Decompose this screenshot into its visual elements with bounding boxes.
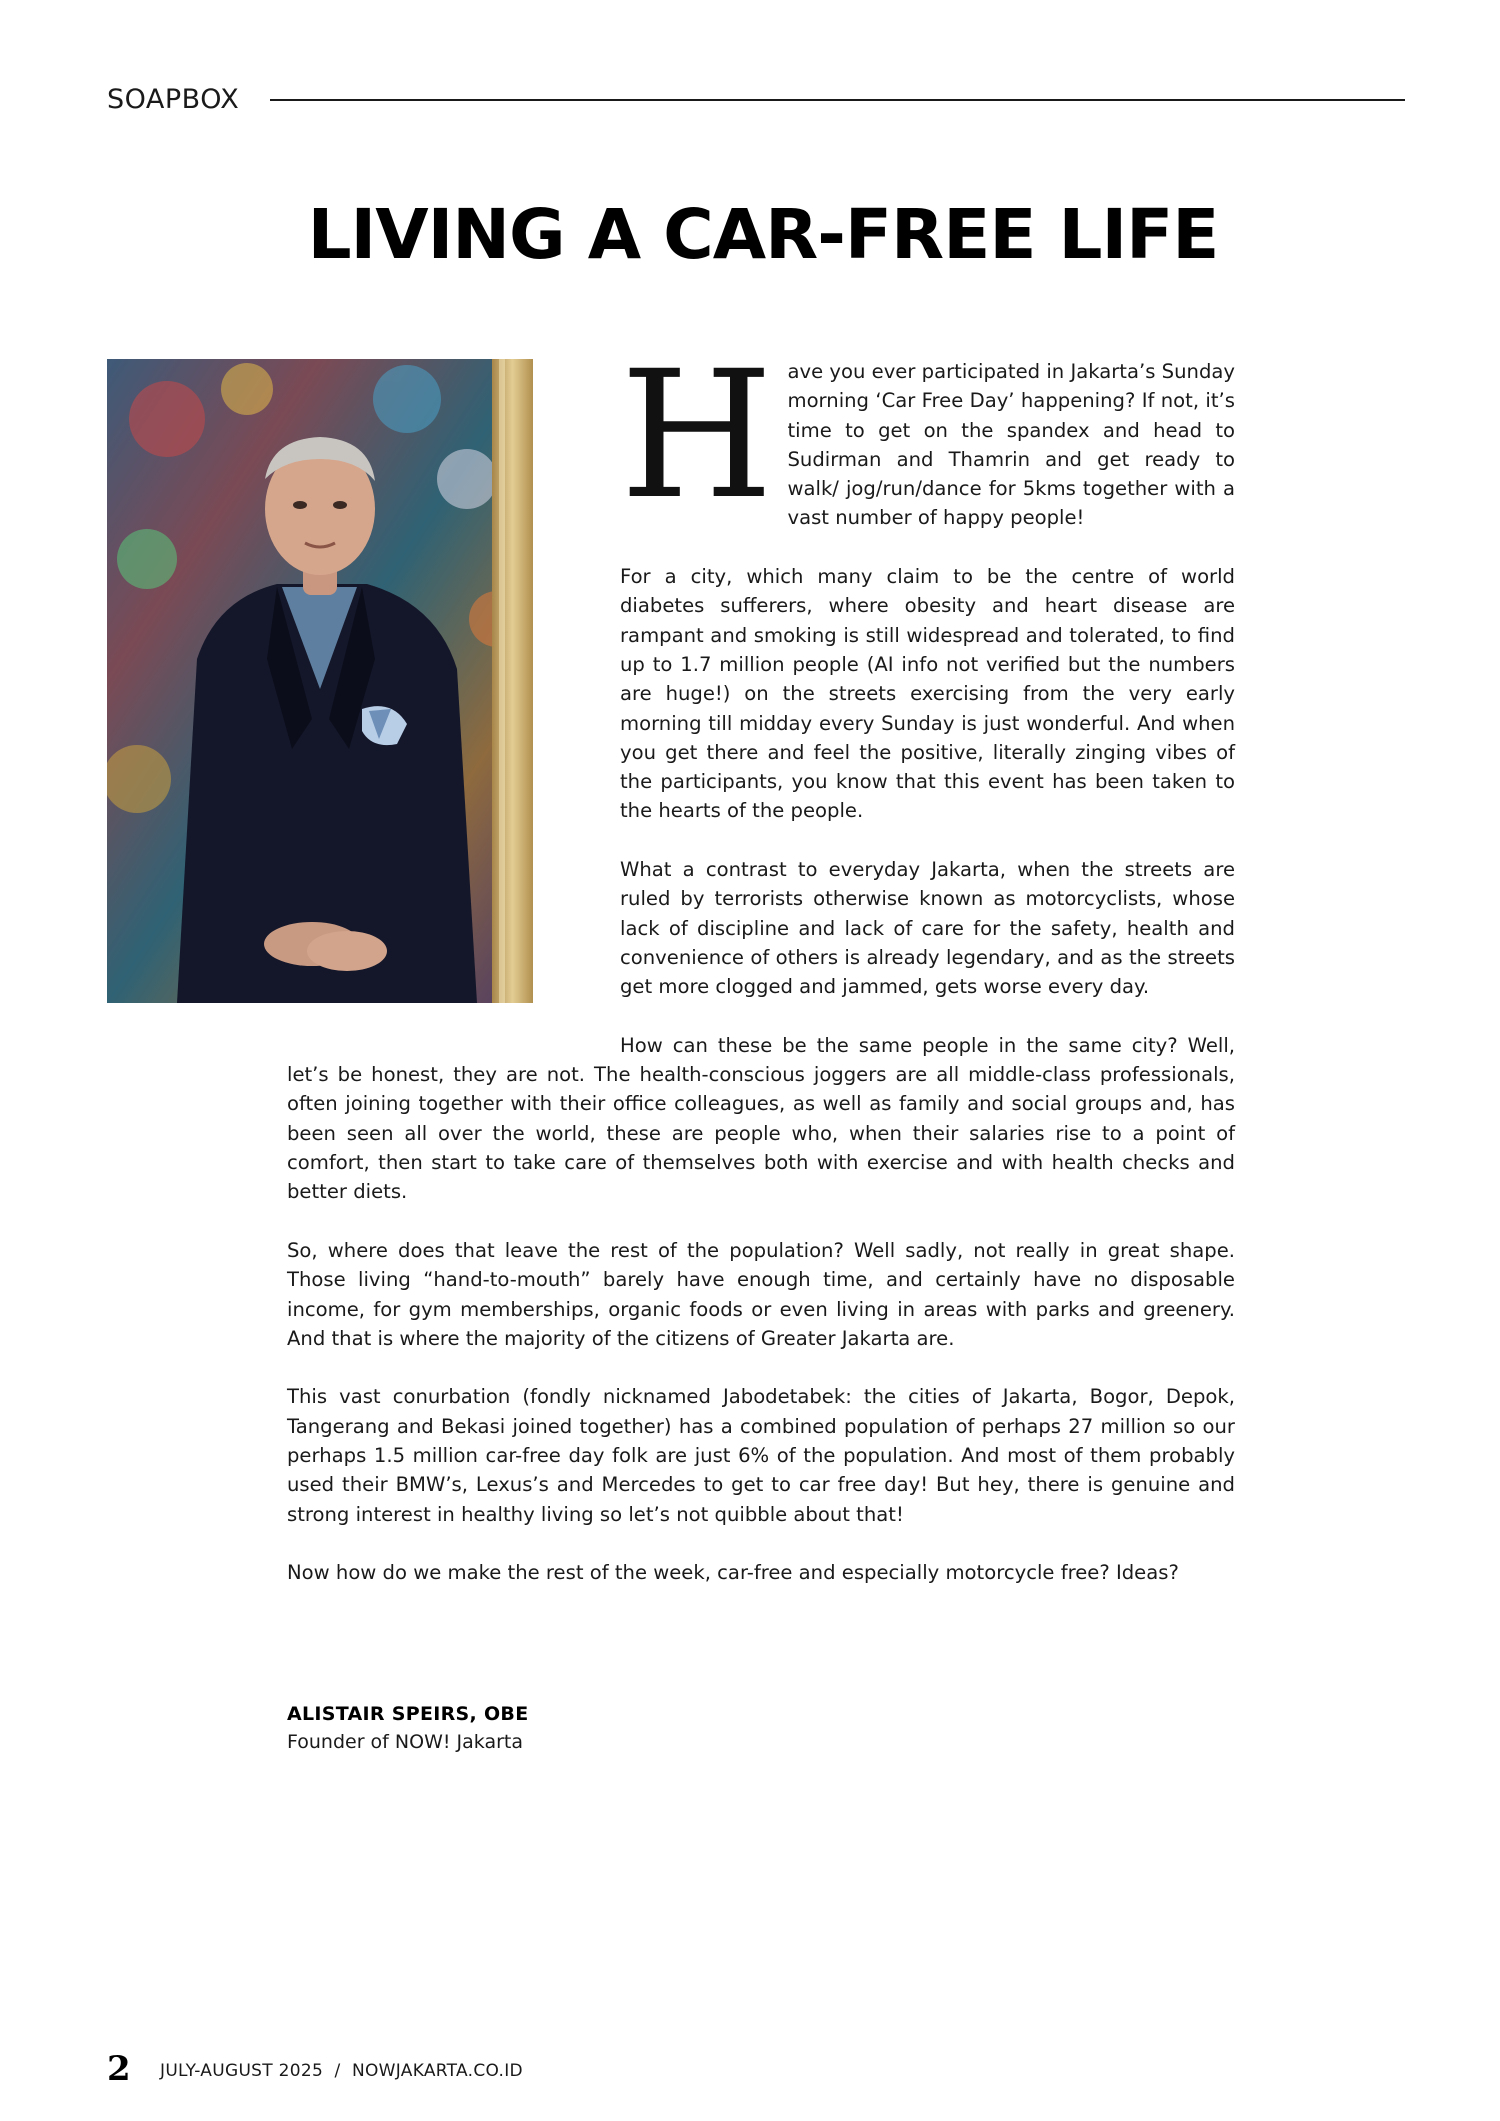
drop-cap: H [620, 333, 774, 538]
author-name: ALISTAIR SPEIRS, OBE [287, 1703, 529, 1725]
author-role: Founder of NOW! Jakarta [287, 1731, 523, 1753]
article-body [287, 333, 1235, 1617]
paragraph-1-text: ave you ever participated in Jakarta’s Sunday morning ‘Car Free Day’ happening? If not, it’s time to get on the spandex and head to Sudirman and Thamrin and get ready to walk/ jog/run/dance for 5kms together with a vast number of happy people! [787, 360, 1235, 530]
photo-wrap-space [287, 357, 620, 1053]
paragraph-7: Now how do we make the rest of the week, car-free and especially motorcycle free? Ideas? [287, 1561, 1179, 1585]
paragraph-2: For a city, which many claim to be the centre of world diabetes sufferers, where obesity and heart disease are rampant and smoking is still widespread and tolerated, to find up to 1.7 million people (AI info not verified but the numbers are huge!) on the streets exercising from the very early morning till midday every Sunday is just wonderful. And when you get there and feel the positive, literally zinging vibes of the participants, you know that this event has been taken to the hearts of the people. [620, 565, 1235, 823]
paragraph-5: So, where does that leave the rest of the population? Well sadly, not really in great shape. Those living “hand-to-mouth” barely have enough time, and certainly have no disposable income, for gym memberships, organic foods or even living in areas with parks and greenery. And that is where the majority of the citizens of Greater Jakarta are. [287, 1238, 1235, 1350]
paragraph-3: What a contrast to everyday Jakarta, when the streets are ruled by terrorists otherwise known as motorcyclists, whose lack of discipline and lack of care for the safety, health and convenience of others is already legendary, and as the streets get more clogged and jammed, gets worse every day. [620, 858, 1235, 999]
article-headline: LIVING A CAR-FREE LIFE [307, 195, 1219, 275]
paragraph-6: This vast conurbation (fondly nicknamed Jabodetabek: the cities of Jakarta, Bogor, Depok, Tangerang and Bekasi joined together) has a combined population of perhaps 27 million so our perhaps 1.5 million car-free day folk are just 6% of the population. And most of them probably used their BMW’s, Lexus’s and Mercedes to get to car free day! But hey, there is genuine and strong interest in healthy living so let’s not quibble about that! [287, 1385, 1235, 1526]
footer-issue-line: JULY-AUGUST 2025 / NOWJAKARTA.CO.ID [160, 2061, 523, 2081]
header-rule [270, 99, 1405, 101]
paragraph-4: How can these be the same people in the same city? Well, let’s be honest, they are not. The health-conscious joggers are all middle-class professionals, often joining together with their office colleagues, as well as family and social groups and, has been seen all over the world, these are people who, when their salaries rise to a point of comfort, then start to take care of themselves both with exercise and with health checks and better diets. [287, 1033, 1235, 1204]
section-label: SOAPBOX [107, 84, 240, 115]
page-number: 2 [107, 2049, 131, 2089]
